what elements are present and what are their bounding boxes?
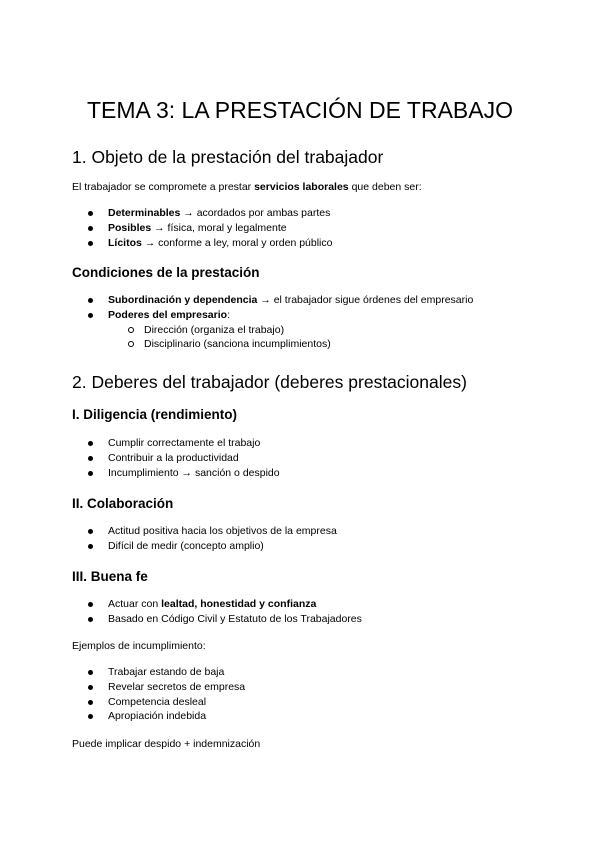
list-item [72,539,337,554]
buena-fe-list [72,597,362,627]
item-bold: Poderes del empresario [108,308,228,321]
powers-sublist [108,323,473,353]
list-item [72,466,280,481]
item-text: Trabajar estando de baja [108,666,225,678]
bullet-icon [88,211,93,216]
colaboracion-heading: II. Colaboración [72,496,174,511]
bullet-icon [88,456,93,461]
bullet-icon [88,714,93,719]
item-text: Difícil de medir (concepto amplio) [108,539,264,552]
conditions-list [72,293,473,352]
list-item [72,695,245,710]
item-bold: Subordinación y dependencia [108,294,258,306]
diligencia-heading: I. Diligencia (rendimiento) [72,407,238,422]
bullet-icon [88,298,93,303]
intro-bold: servicios laborales [254,181,349,193]
closing-note: Puede implicar despido + indemnización [72,738,261,750]
bullet-icon [88,529,93,534]
list-item [72,293,473,308]
list-item [72,436,280,451]
list-item [72,665,245,680]
item-bold: Posibles [108,221,152,234]
circle-bullet-icon [128,341,134,347]
list-item [72,451,280,466]
item-text: Revelar secretos de empresa [108,680,246,693]
bullet-icon [88,685,93,690]
diligencia-list [72,436,280,480]
item-text: : [227,308,230,321]
list-item [72,597,362,612]
item-text: Contribuir a la productividad [108,451,239,464]
circle-bullet-icon [128,327,134,333]
list-item [72,206,332,221]
bullet-icon [88,617,93,622]
document-title: TEMA 3: LA PRESTACIÓN DE TRABAJO [86,97,514,123]
bullet-icon [88,670,93,675]
examples-list [72,665,245,724]
section-1-intro [72,180,422,194]
item-bold: Determinables [108,207,181,219]
bullet-icon [88,544,93,549]
intro-text: El trabajador se compromete a prestar [72,181,255,193]
list-item [72,221,332,236]
list-item [72,308,473,352]
item-bold: Lícitos [108,236,142,249]
sublist-item [108,323,473,338]
bullet-icon [88,313,93,318]
requirements-list [72,206,332,250]
item-text: Disciplinario (sanciona incumplimientos) [144,338,331,351]
section-1-heading: 1. Objeto de la prestación del trabajador [72,147,384,167]
bullet-icon [88,602,93,607]
item-text: Incumplimiento → sanción o despido [108,466,280,479]
item-text: Cumplir correctamente el trabajo [108,437,261,449]
sublist-item [108,337,473,352]
conditions-heading: Condiciones de la prestación [72,265,260,280]
bullet-icon [88,241,93,246]
list-item [72,612,362,627]
item-text: → acordados por ambas partes [180,207,331,219]
item-text: Dirección (organiza el trabajo) [144,323,285,336]
item-text: Actitud positiva hacia los objetivos de la empresa [108,525,337,537]
list-item [72,709,245,724]
bullet-icon [88,226,93,231]
item-text: Competencia desleal [108,695,207,708]
item-text: → conforme a ley, moral y orden público [141,236,333,249]
list-item [72,680,245,695]
item-text: Basado en Código Civil y Estatuto de los Trabajadores [108,612,362,625]
bullet-icon [88,441,93,446]
examples-label: Ejemplos de incumplimiento: [72,640,206,652]
bullet-icon [88,700,93,705]
item-text: Actuar con [108,598,162,610]
bullet-icon [88,471,93,476]
item-text: Apropiación indebida [108,710,207,723]
item-bold: lealtad, honestidad y confianza [161,598,317,610]
colaboracion-list [72,524,337,554]
item-text: → física, moral y legalmente [151,221,287,234]
buena-fe-heading: III. Buena fe [72,569,148,584]
list-item [72,524,337,539]
item-text: → el trabajador sigue órdenes del empresario [257,294,474,306]
section-2-heading: 2. Deberes del trabajador (deberes prestacionales) [72,372,467,392]
intro-text-end: que deben ser: [348,181,422,193]
list-item [72,236,332,251]
